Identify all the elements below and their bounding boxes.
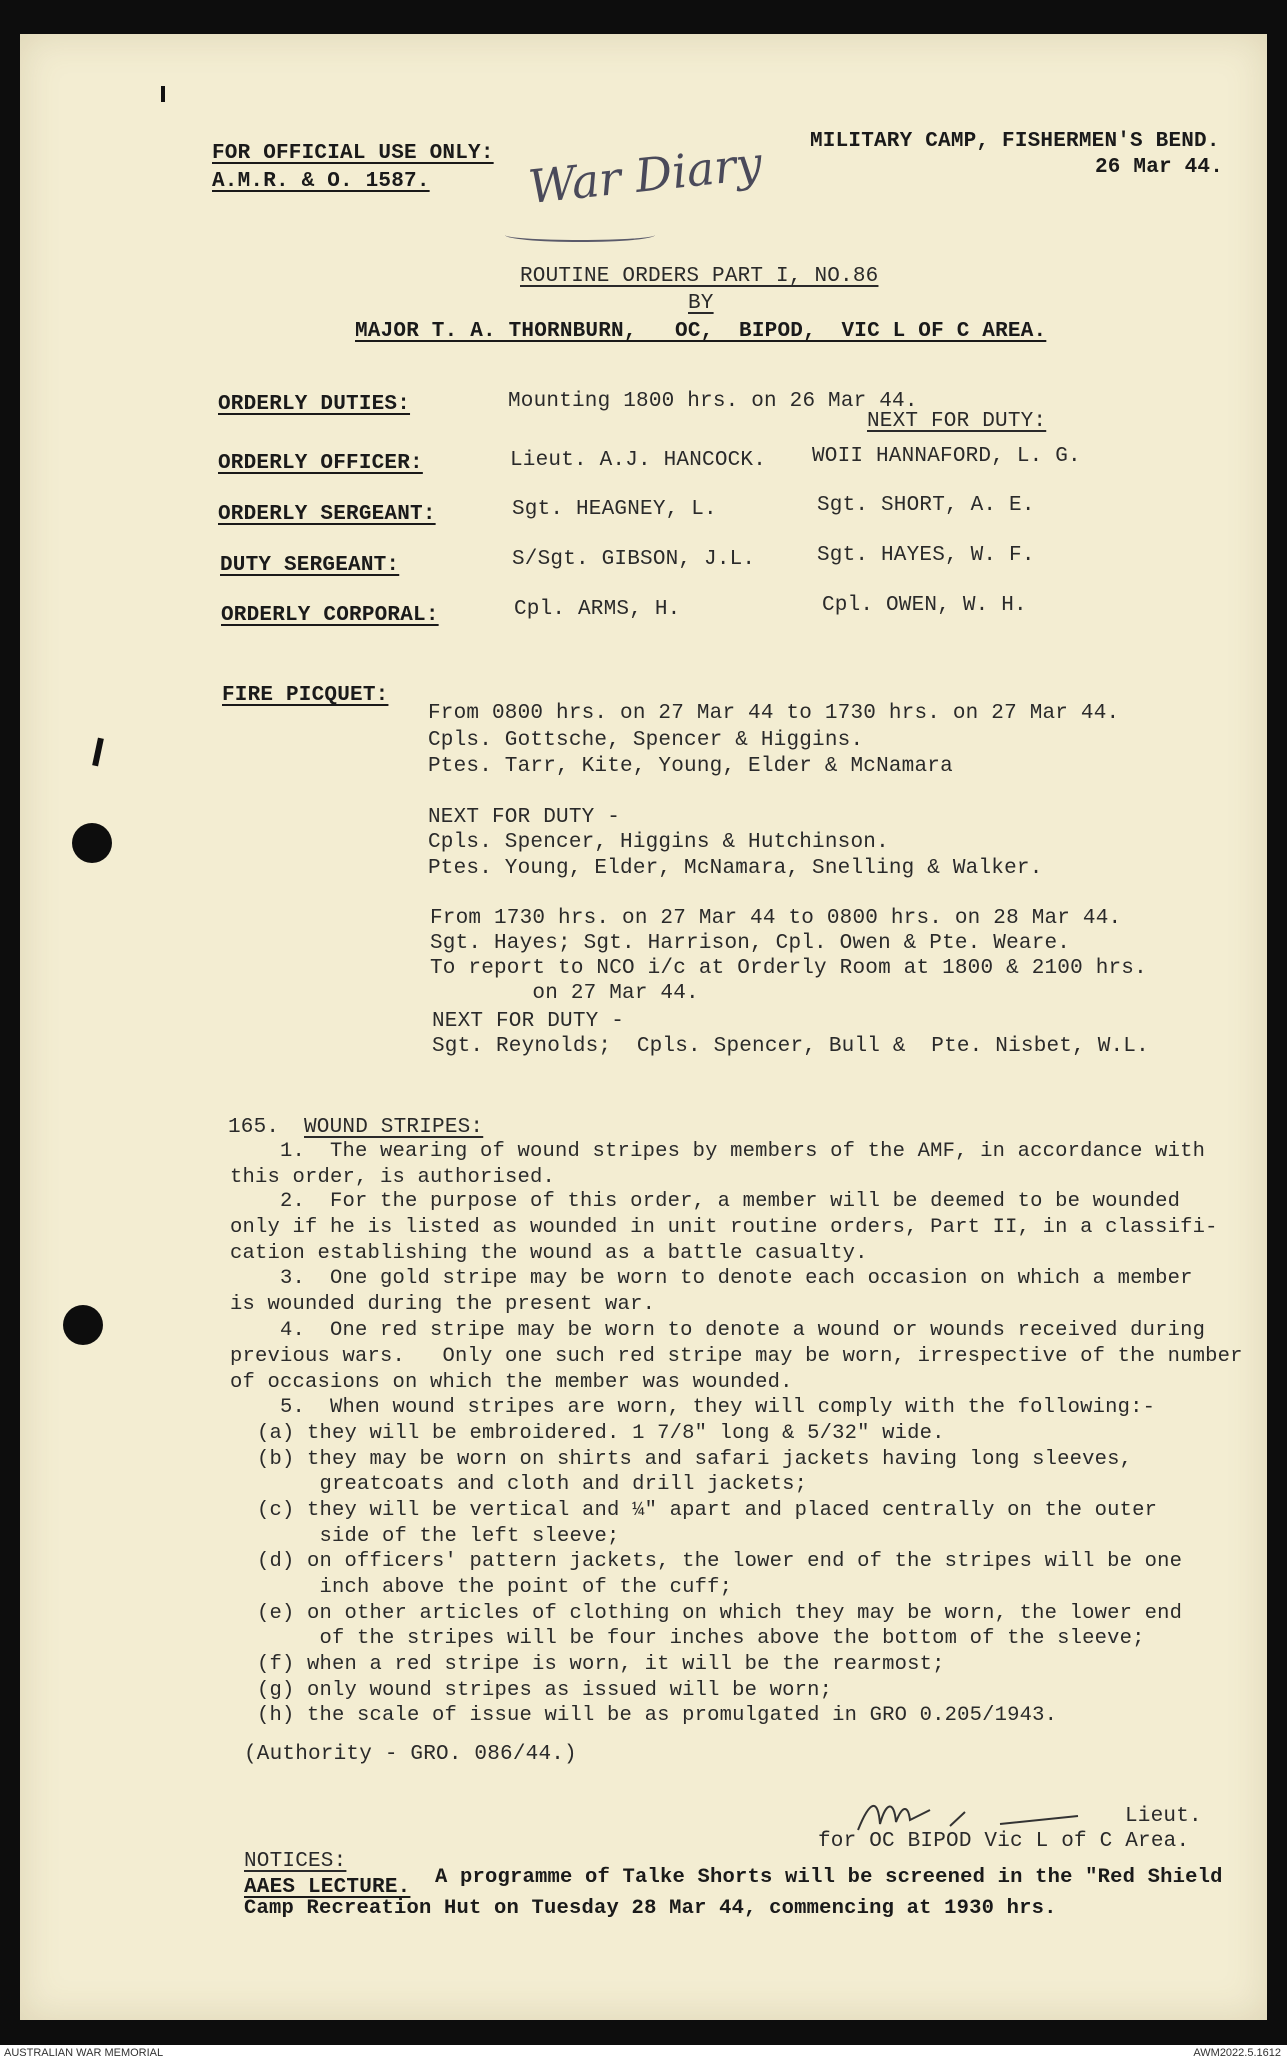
order-line: (a) they will be embroidered. 1 7/8" long & 5/32" wide. (232, 1422, 945, 1445)
handwritten-underline (505, 228, 655, 242)
order-line: (c) they will be vertical and ¼" apart and placed centrally on the outer (232, 1499, 1158, 1522)
order-line: side of the left sleeve; (232, 1525, 620, 1548)
picquet-line: Ptes. Young, Elder, McNamara, Snelling & Walker. (428, 857, 1043, 880)
duty-role: DUTY SERGEANT: (220, 554, 400, 577)
order-line: (g) only wound stripes as issued will be worn; (232, 1679, 833, 1702)
picquet-line: Cpls. Gottsche, Spencer & Higgins. (428, 729, 864, 752)
order-line: 4. One red stripe may be worn to denote a wound or wounds received during (230, 1319, 1206, 1342)
notice-text: A programme of Talke Shorts will be screened in the "Red Shield (410, 1866, 1223, 1889)
order-line: inch above the point of the cuff; (232, 1576, 733, 1599)
handwritten-war-diary: War Diary (525, 135, 765, 215)
mounting-time: Mounting 1800 hrs. on 26 Mar 44. (508, 390, 918, 413)
orderly-duties-heading: ORDERLY DUTIES: (218, 393, 411, 416)
order-line: (e) on other articles of clothing on which they may be worn, the lower end (232, 1602, 1183, 1625)
order-line: (h) the scale of issue will be as promulgated in GRO 0.205/1943. (232, 1704, 1058, 1727)
duty-role: ORDERLY SERGEANT: (218, 503, 436, 526)
order-line: cation establishing the wound as a battle casualty. (230, 1242, 868, 1265)
signatory-rank: Lieut. (1125, 1805, 1202, 1828)
punch-hole-bottom (63, 1305, 103, 1345)
order-line: greatcoats and cloth and drill jackets; (232, 1473, 808, 1496)
order-line: (b) they may be worn on shirts and safari jackets having long sleeves, (232, 1448, 1133, 1471)
order-number: 165. (228, 1116, 280, 1139)
orders-title: ROUTINE ORDERS PART I, NO.86 (520, 265, 879, 288)
order-line: previous wars. Only one such red stripe may be worn, irrespective of the number (230, 1345, 1243, 1368)
notices-heading: NOTICES: (244, 1850, 347, 1873)
orders-by: BY (688, 292, 714, 315)
picquet-line: Sgt. Hayes; Sgt. Harrison, Cpl. Owen & Pte. Weare. (430, 932, 1071, 955)
order-line: (f) when a red stripe is worn, it will be the rearmost; (232, 1653, 945, 1676)
order-line: (d) on officers' pattern jackets, the lower end of the stripes will be one (232, 1550, 1183, 1573)
duty-role: ORDERLY OFFICER: (218, 452, 423, 475)
duty-current: Cpl. ARMS, H. (514, 598, 681, 621)
issuing-officer: MAJOR T. A. THORNBURN, OC, BIPOD, VIC L OF C AREA. (355, 320, 1047, 343)
amr-reference: A.M.R. & O. 1587. (212, 170, 430, 193)
order-line: 3. One gold stripe may be worn to denote each occasion on which a member (230, 1267, 1193, 1290)
order-line: 2. For the purpose of this order, a member will be deemed to be wounded (230, 1190, 1181, 1213)
duty-current: S/Sgt. GIBSON, J.L. (512, 548, 756, 571)
duty-next: WOII HANNAFORD, L. G. (812, 445, 1081, 468)
camp-name: MILITARY CAMP, FISHERMEN'S BEND. (810, 130, 1220, 153)
next-for-duty-header: NEXT FOR DUTY: (867, 410, 1047, 433)
official-use-label: FOR OFFICIAL USE ONLY: (212, 142, 494, 165)
order-line: 5. When wound stripes are worn, they will comply with the following:- (230, 1396, 1156, 1419)
picquet-next-label: NEXT FOR DUTY - (432, 1010, 625, 1033)
punch-hole-top (72, 823, 112, 863)
picquet-line: To report to NCO i/c at Orderly Room at 1800 & 2100 hrs. (430, 957, 1147, 980)
picquet-line: Cpls. Spencer, Higgins & Hutchinson. (428, 831, 889, 854)
order-line: of occasions on which the member was wounded. (230, 1371, 793, 1394)
ink-mark (161, 86, 165, 102)
archive-credit: AUSTRALIAN WAR MEMORIAL (4, 2047, 164, 2059)
picquet-line: Ptes. Tarr, Kite, Young, Elder & McNamara (428, 755, 953, 778)
notice-label: AAES LECTURE. (244, 1876, 411, 1899)
order-authority: (Authority - GRO. 086/44.) (244, 1743, 577, 1766)
order-line: of the stripes will be four inches above the bottom of the sleeve; (232, 1627, 1145, 1650)
order-line: 1. The wearing of wound stripes by members of the AMF, in accordance with (230, 1140, 1206, 1163)
duty-next: Sgt. SHORT, A. E. (817, 494, 1035, 517)
document-date: 26 Mar 44. (1095, 156, 1224, 179)
picquet-line: From 0800 hrs. on 27 Mar 44 to 1730 hrs. on 27 Mar 44. (428, 702, 1120, 725)
order-line: this order, is authorised. (230, 1166, 556, 1189)
order-line: only if he is listed as wounded in unit routine orders, Part II, in a classifi- (230, 1216, 1218, 1239)
duty-next: Sgt. HAYES, W. F. (817, 544, 1035, 567)
picquet-next-label: NEXT FOR DUTY - (428, 806, 621, 829)
duty-current: Lieut. A.J. HANCOCK. (510, 449, 767, 472)
duty-next: Cpl. OWEN, W. H. (822, 594, 1027, 617)
order-line: is wounded during the present war. (230, 1293, 656, 1316)
picquet-line: on 27 Mar 44. (430, 982, 699, 1005)
notice-text: Camp Recreation Hut on Tuesday 28 Mar 44, commencing at 1930 hrs. (244, 1897, 1057, 1920)
order-heading: WOUND STRIPES: (304, 1116, 484, 1139)
fire-picquet-heading: FIRE PICQUET: (222, 684, 389, 707)
archive-reference: AWM2022.5.1612 (1193, 2047, 1281, 2059)
duty-role: ORDERLY CORPORAL: (221, 604, 439, 627)
duty-current: Sgt. HEAGNEY, L. (512, 498, 717, 521)
picquet-line: Sgt. Reynolds; Cpls. Spencer, Bull & Pte. Nisbet, W.L. (432, 1035, 1149, 1058)
signatory-for: for OC BIPOD Vic L of C Area. (818, 1830, 1190, 1853)
picquet-line: From 1730 hrs. on 27 Mar 44 to 0800 hrs. on 28 Mar 44. (430, 907, 1122, 930)
